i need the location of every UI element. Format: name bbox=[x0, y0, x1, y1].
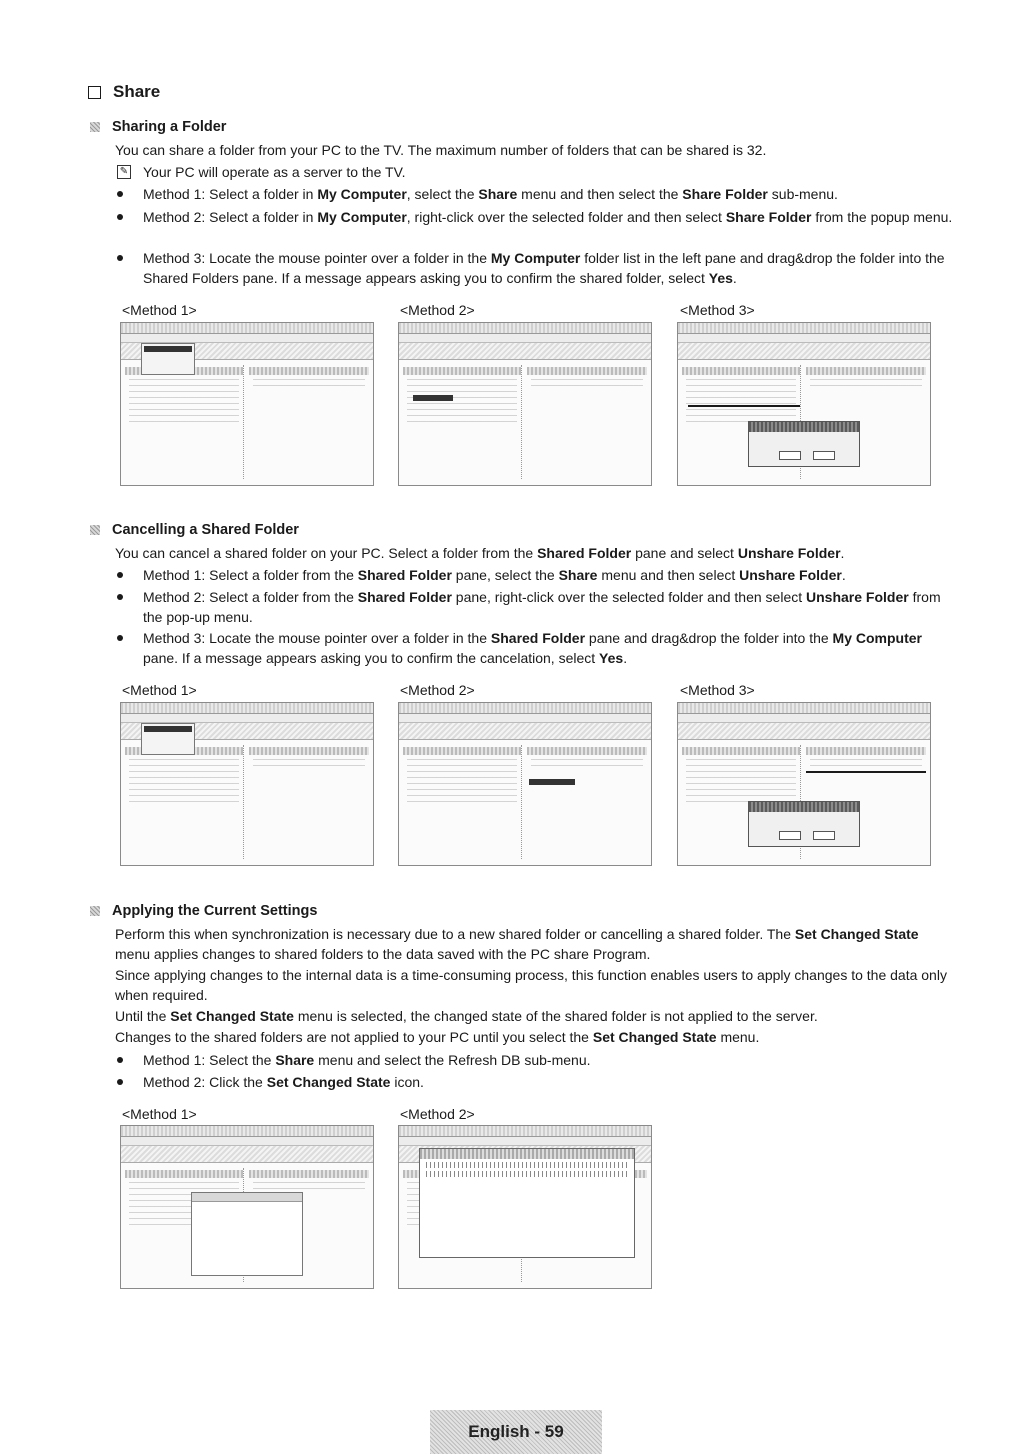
cancelling-heading: Cancelling a Shared Folder bbox=[112, 522, 299, 538]
applying-paragraph-1: Perform this when synchronization is necessary due to a new shared folder or cancelling a shared folder. The Set Changed State menu applies changes to shared folders to the data saved with the PC share Program. bbox=[115, 926, 919, 962]
bullet-dot-icon bbox=[117, 635, 123, 641]
subheading-applying bbox=[90, 903, 317, 919]
screenshot-share-method-2 bbox=[398, 322, 652, 486]
sharing-method-3: Method 3: Locate the mouse pointer over a folder in the My Computer folder list in the left pane and drag&drop the folder into the Shared Folders pane. If a message appears asking you to confirm the shared folder, select Yes. bbox=[115, 248, 955, 288]
section-title: Share bbox=[113, 82, 161, 101]
note-icon: ✎ bbox=[117, 165, 131, 179]
screenshot-cancel-method-2 bbox=[398, 702, 652, 866]
applying-paragraph-3: Until the Set Changed State menu is selected, the changed state of the shared folder is not applied to the server. bbox=[115, 1008, 818, 1024]
cancelling-method-3: Method 3: Locate the mouse pointer over a folder in the Shared Folder pane and drag&drop the folder into the My Computer pane. If a message appears asking you to confirm the cancelation, select Yes. bbox=[115, 628, 955, 668]
applying-paragraph-2: Since applying changes to the internal data is a time-consuming process, this function enables users to apply changes to the data only when required. bbox=[115, 967, 947, 1003]
page-number: English - 59 bbox=[468, 1422, 564, 1441]
bullet-dot-icon bbox=[117, 1057, 123, 1063]
bullet-dot-icon bbox=[117, 255, 123, 261]
checkbox-bullet-icon bbox=[88, 86, 101, 99]
subheading-sharing bbox=[90, 119, 226, 135]
bullet-dot-icon bbox=[117, 191, 123, 197]
screenshot-cancel-method-1 bbox=[120, 702, 374, 866]
caption-sharing-method-3: <Method 3> bbox=[680, 302, 755, 318]
cancelling-intro: You can cancel a shared folder on your PC. Select a folder from the Shared Folder pane and select Unshare Folder. bbox=[115, 545, 845, 561]
caption-cancel-method-3: <Method 3> bbox=[680, 682, 755, 698]
caption-apply-method-1: <Method 1> bbox=[122, 1106, 197, 1122]
applying-heading: Applying the Current Settings bbox=[112, 903, 318, 919]
applying-method-2: Method 2: Click the Set Changed State icon. bbox=[115, 1072, 955, 1092]
applying-paragraph-4: Changes to the shared folders are not applied to your PC until you select the Set Changed State menu. bbox=[115, 1029, 760, 1045]
caption-apply-method-2: <Method 2> bbox=[400, 1106, 475, 1122]
caption-sharing-method-2: <Method 2> bbox=[400, 302, 475, 318]
bullet-dot-icon bbox=[117, 572, 123, 578]
square-bullet-icon bbox=[90, 906, 100, 916]
square-bullet-icon bbox=[90, 122, 100, 132]
screenshot-apply-method-1 bbox=[120, 1125, 374, 1289]
square-bullet-icon bbox=[90, 525, 100, 535]
sharing-intro: You can share a folder from your PC to the TV. The maximum number of folders that can be shared is 32. bbox=[115, 142, 767, 158]
bullet-dot-icon bbox=[117, 214, 123, 220]
screenshot-share-method-3 bbox=[677, 322, 931, 486]
bullet-dot-icon bbox=[117, 1079, 123, 1085]
sharing-method-1: Method 1: Select a folder in My Computer, select the Share menu and then select the Share Folder sub-menu. bbox=[115, 184, 955, 204]
sharing-method-2: Method 2: Select a folder in My Computer, right-click over the selected folder and then select Share Folder from the popup menu. bbox=[115, 207, 955, 227]
applying-method-1: Method 1: Select the Share menu and select the Refresh DB sub-menu. bbox=[115, 1050, 955, 1070]
caption-sharing-method-1: <Method 1> bbox=[122, 302, 197, 318]
screenshot-cancel-method-3 bbox=[677, 702, 931, 866]
cancelling-method-2: Method 2: Select a folder from the Shared Folder pane, right-click over the selected folder and then select Unshare Folder from the pop-up menu. bbox=[115, 587, 955, 627]
cancelling-method-1: Method 1: Select a folder from the Shared Folder pane, select the Share menu and then select Unshare Folder. bbox=[115, 565, 955, 585]
screenshot-apply-method-2 bbox=[398, 1125, 652, 1289]
page-number-badge bbox=[430, 1410, 602, 1454]
section-header bbox=[88, 82, 160, 102]
subheading-cancelling bbox=[90, 522, 299, 538]
bullet-dot-icon bbox=[117, 594, 123, 600]
caption-cancel-method-2: <Method 2> bbox=[400, 682, 475, 698]
sharing-note: ✎ Your PC will operate as a server to the TV. bbox=[115, 162, 955, 182]
sharing-heading: Sharing a Folder bbox=[112, 119, 227, 135]
screenshot-share-method-1 bbox=[120, 322, 374, 486]
caption-cancel-method-1: <Method 1> bbox=[122, 682, 197, 698]
